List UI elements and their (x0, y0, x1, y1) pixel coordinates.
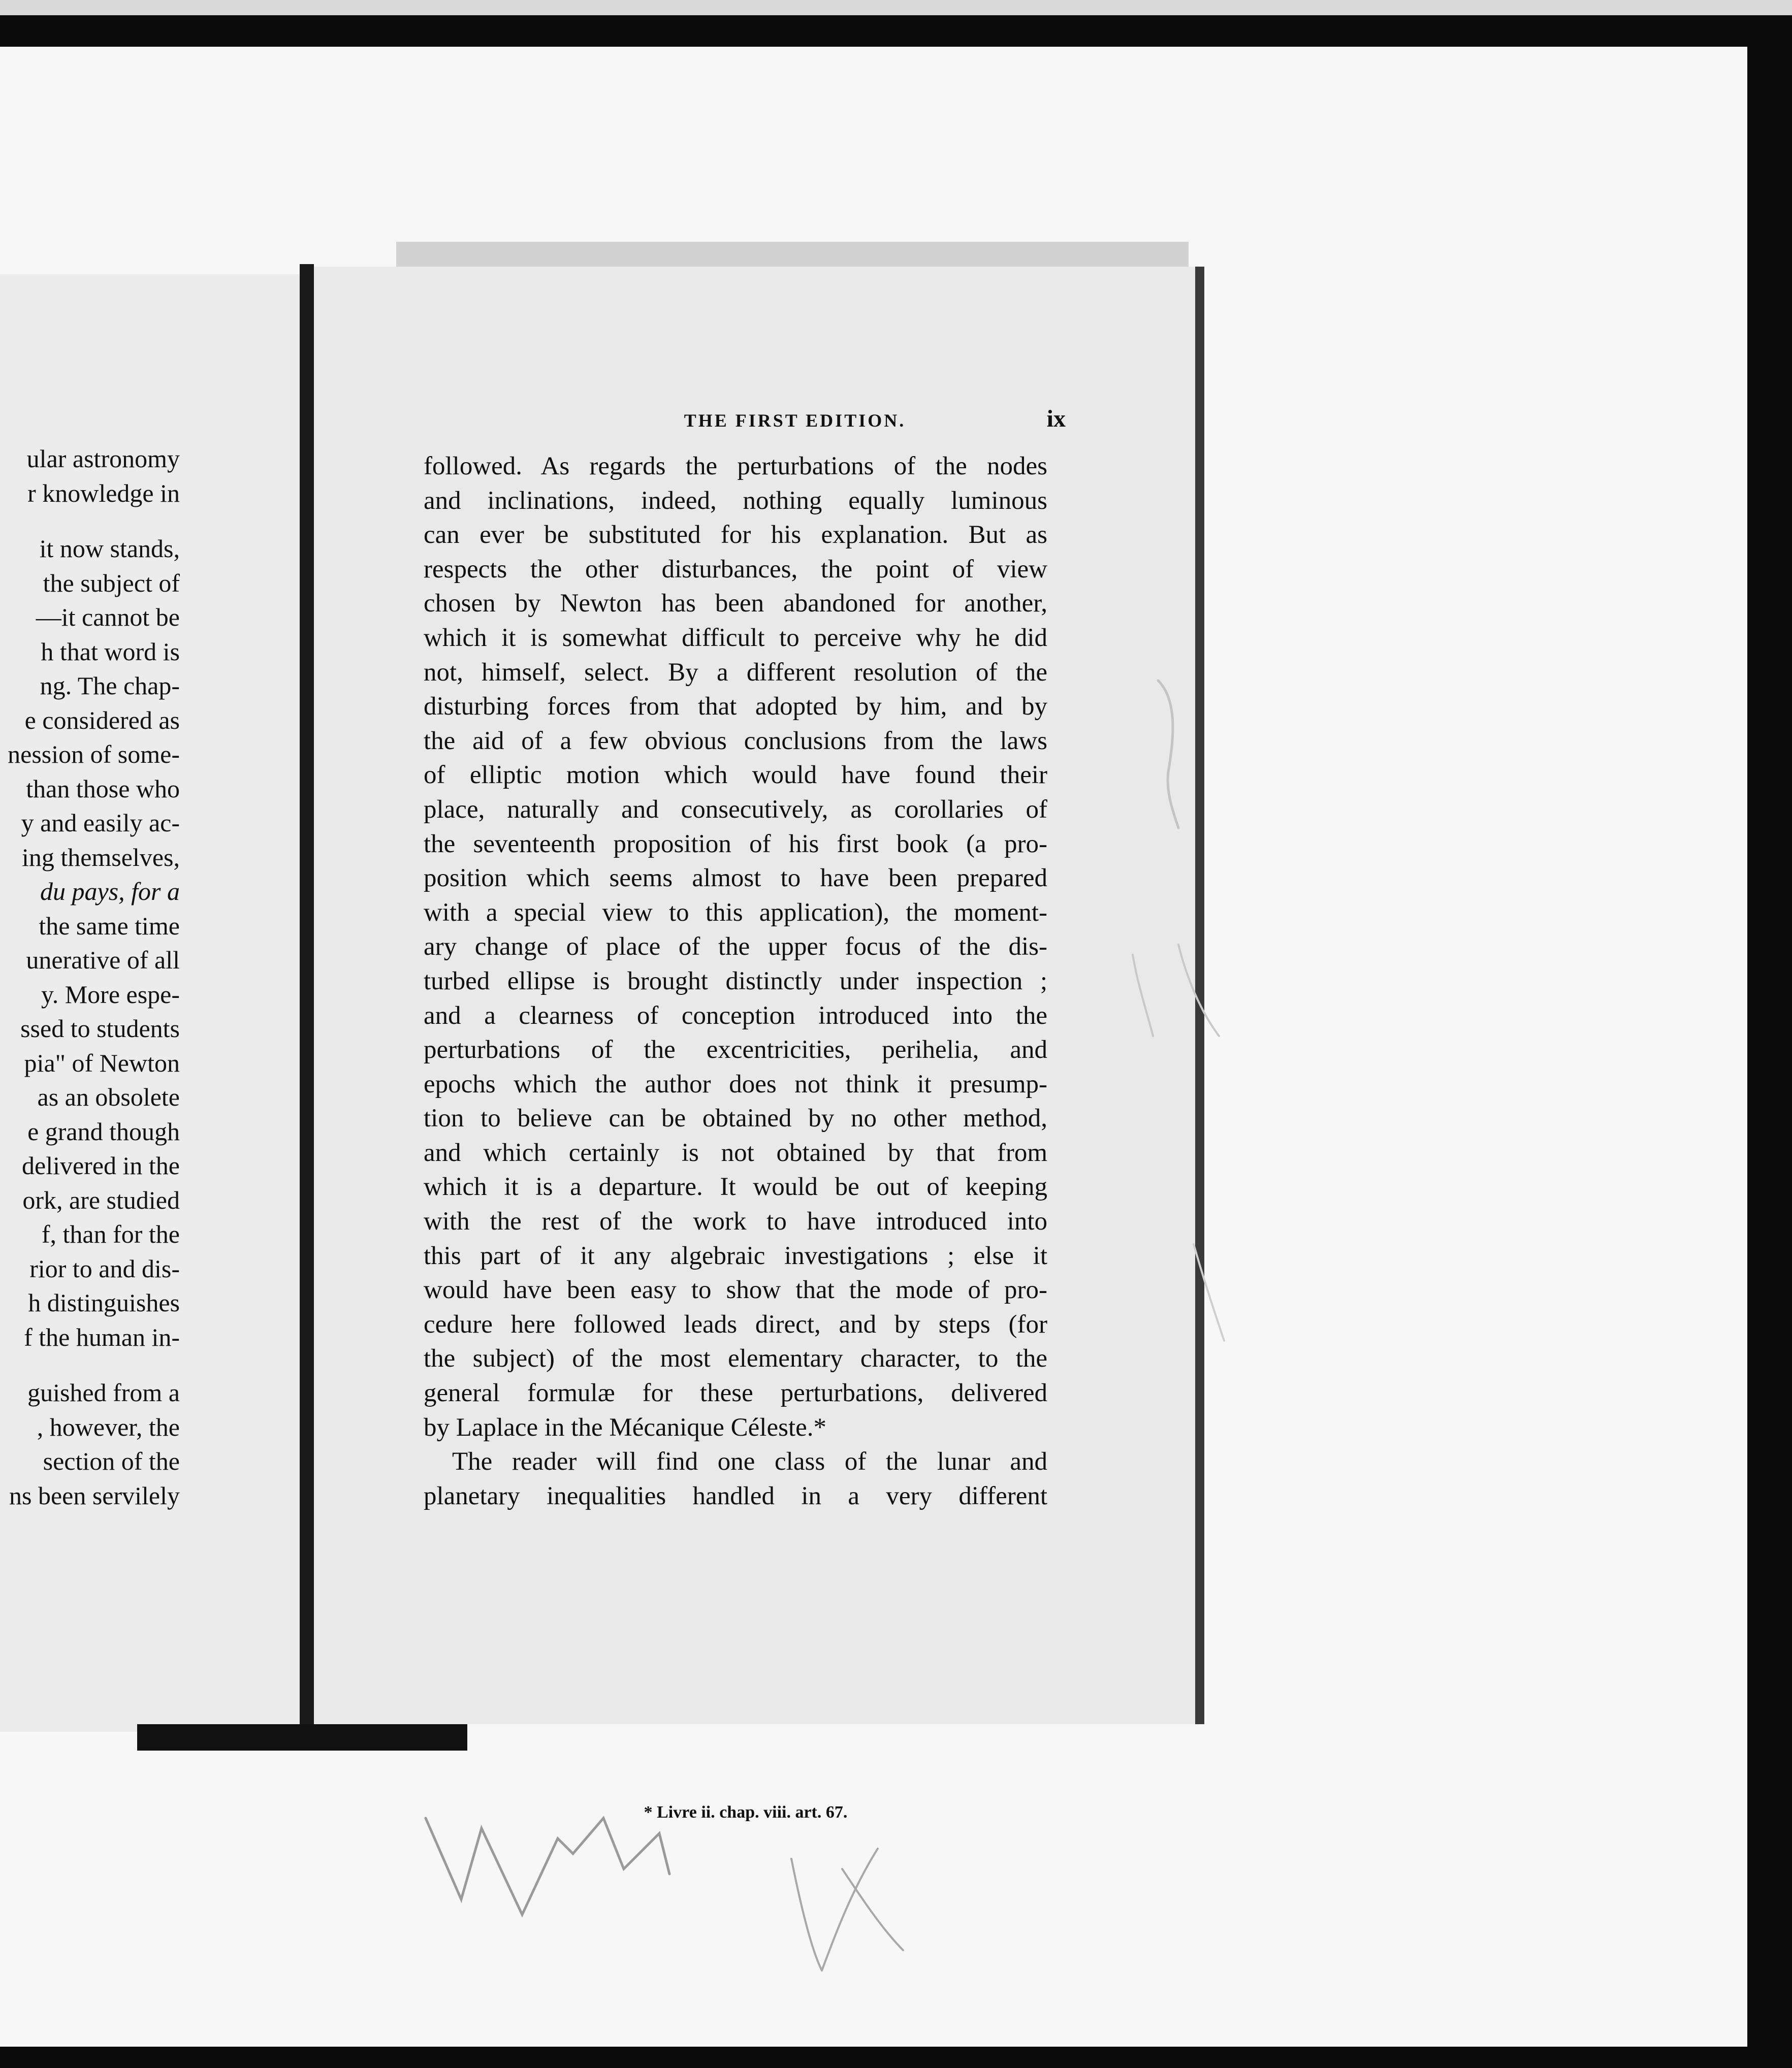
left-line: —it cannot be (36, 603, 180, 631)
text-line: can ever be substituted for his explanation. But as (424, 521, 1047, 550)
text-line: respects the other disturbances, the point of view (424, 555, 1047, 584)
left-line: e considered as (24, 705, 180, 734)
text-line: The reader will find one class of the lunar and (452, 1447, 1047, 1476)
text-line: epochs which the author does not think it presump- (424, 1070, 1047, 1098)
left-page (0, 274, 300, 1732)
text-line: disturbing forces from that adopted by him, and by (424, 692, 1047, 721)
right-page (314, 267, 1204, 1822)
left-line: rior to and dis- (29, 1254, 180, 1283)
text-line: turbed ellipse is brought distinctly under inspection ; (424, 966, 1047, 995)
text-line: with a special view to this application), the moment- (424, 898, 1047, 927)
text-line: place, naturally and consecutively, as corollaries of (424, 795, 1047, 824)
left-line: f, than for the (41, 1220, 180, 1248)
text-line: tion to believe can be obtained by no other method, (424, 1104, 1047, 1133)
text-line: chosen by Newton has been abandoned for another, (424, 589, 1047, 618)
left-line: unerative of all (26, 946, 180, 974)
left-line: f the human in- (24, 1322, 180, 1351)
left-line: it now stands, (39, 534, 180, 563)
left-line: pia" of Newton (24, 1048, 180, 1077)
left-line: as an obsolete (37, 1083, 180, 1111)
running-head: THE FIRST EDITION. (684, 410, 906, 431)
text-line: cedure here followed leads direct, and by steps (for (424, 1310, 1047, 1339)
left-page-text (0, 442, 180, 1513)
text-line: and inclinations, indeed, nothing equally luminous (424, 486, 1047, 515)
left-line: ssed to students (20, 1014, 180, 1043)
pencil-scribble (405, 1798, 964, 1991)
page-stack-edge (396, 242, 1189, 267)
text-line: and which certainly is not obtained by that from (424, 1138, 1047, 1167)
text-line: with the rest of the work to have introduced into (424, 1207, 1047, 1236)
left-line: ular astronomy (26, 444, 180, 473)
footnote: * Livre ii. chap. viii. art. 67. (644, 1803, 848, 1822)
left-line: than those who (26, 774, 180, 803)
left-line: h distinguishes (28, 1288, 180, 1317)
film-bottom-border (0, 2047, 1792, 2068)
left-line: delivered in the (22, 1151, 180, 1180)
left-line: y and easily ac- (21, 809, 180, 837)
text-line: position which seems almost to have been prepared (424, 864, 1047, 893)
left-line: ing themselves, (21, 843, 180, 871)
book-gutter (300, 264, 314, 1724)
text-line: the aid of a few obvious conclusions from the laws (424, 726, 1047, 755)
left-line: ns been servilely (9, 1481, 180, 1510)
left-line: ng. The chap- (40, 671, 180, 700)
book-cover-edge (137, 1724, 467, 1751)
text-line: planetary inequalities handled in a very different (424, 1481, 1047, 1510)
left-line: e grand though (27, 1117, 180, 1146)
left-line: du pays, for a (40, 877, 180, 906)
text-line: of elliptic motion which would have found their (424, 761, 1047, 790)
text-line: the subject) of the most elementary character, to the (424, 1344, 1047, 1373)
text-line: ary change of place of the upper focus of the dis- (424, 932, 1047, 961)
margin-pencil-marks (1102, 660, 1255, 1422)
page-number: ix (1046, 405, 1066, 432)
text-line: would have been easy to show that the mode of pro- (424, 1276, 1047, 1305)
text-line: and a clearness of conception introduced into the (424, 1001, 1047, 1030)
left-line: nession of some- (8, 740, 180, 768)
text-line: the seventeenth proposition of his first book (a pro- (424, 829, 1047, 858)
left-line: section of the (43, 1447, 180, 1475)
left-line: the subject of (43, 568, 180, 597)
text-line: not, himself, select. By a different resolution of the (424, 658, 1047, 687)
left-line: , however, the (37, 1412, 180, 1441)
left-line: y. More espe- (41, 980, 180, 1009)
text-line: followed. As regards the perturbations of the nodes (424, 452, 1047, 480)
left-line: ork, are studied (22, 1185, 180, 1214)
text-line: general formulæ for these perturbations, delivered (424, 1379, 1047, 1408)
text-line: by Laplace in the Mécanique Céleste.* (424, 1413, 827, 1442)
left-line: the same time (39, 911, 180, 940)
film-right-border (1747, 41, 1792, 2068)
text-line: which it is a departure. It would be out of keeping (424, 1173, 1047, 1202)
left-line: guished from a (27, 1378, 180, 1407)
text-line: this part of it any algebraic investigations ; else it (424, 1241, 1047, 1270)
page-body (424, 449, 1047, 1513)
text-line: perturbations of the excentricities, perihelia, and (424, 1036, 1047, 1064)
text-line: which it is somewhat difficult to perceive why he did (424, 623, 1047, 652)
left-line: h that word is (41, 637, 180, 666)
left-line: r knowledge in (27, 478, 180, 507)
film-top-edge (0, 0, 1792, 15)
